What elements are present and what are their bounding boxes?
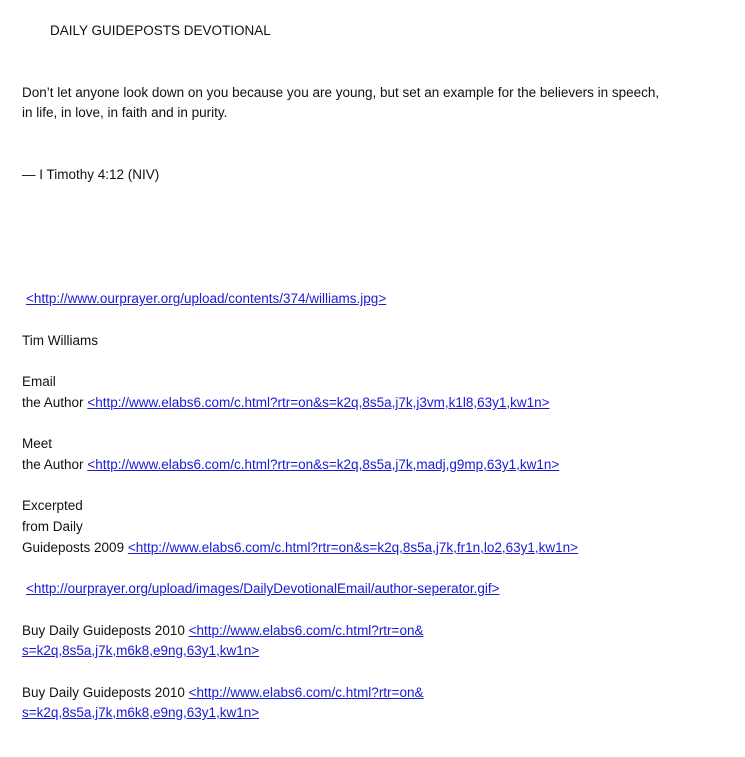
excerpt-line-1: Excerpted xyxy=(22,498,83,513)
buy-label-1: Buy Daily Guideposts 2010 xyxy=(22,623,189,638)
meet-author-row xyxy=(22,454,559,475)
buy-link-2-part-2[interactable]: s=k2q,8s5a,j7k,m6k8,e9ng,63y1,kw1n> xyxy=(22,705,260,720)
meet-label-line-2: the Author xyxy=(22,457,88,472)
separator-image-link[interactable]: <http://ourprayer.org/upload/images/DailyDevotionalEmail/author-seperator.gif> xyxy=(26,581,500,596)
buy-row-2-continued xyxy=(22,702,259,723)
excerpt-row xyxy=(22,537,578,558)
email-author-link[interactable]: <http://www.elabs6.com/c.html?rtr=on&s=k2q,8s5a,j7k,j3vm,k1l8,63y1,kw1n> xyxy=(87,395,550,410)
buy-link-2-part-1[interactable]: <http://www.elabs6.com/c.html?rtr=on& xyxy=(188,685,424,700)
meet-label-line-1: Meet xyxy=(22,436,53,451)
verse-line-2: in life, in love, in faith and in purity. xyxy=(22,105,228,120)
email-author-row xyxy=(22,392,550,413)
author-image-url[interactable]: <http://www.ourprayer.org/upload/contents/374/williams.jpg> xyxy=(26,291,387,306)
verse-reference: — I Timothy 4:12 (NIV) xyxy=(22,167,160,182)
email-label-line-1: Email xyxy=(22,374,56,389)
author-image-link[interactable] xyxy=(26,288,386,309)
author-name: Tim Williams xyxy=(22,333,98,348)
separator-link-row[interactable] xyxy=(26,578,500,599)
buy-link-1-part-2[interactable]: s=k2q,8s5a,j7k,m6k8,e9ng,63y1,kw1n> xyxy=(22,643,260,658)
buy-row-2 xyxy=(22,682,423,703)
excerpt-link[interactable]: <http://www.elabs6.com/c.html?rtr=on&s=k2q,8s5a,j7k,fr1n,lo2,63y1,kw1n> xyxy=(127,540,579,555)
excerpt-line-3: Guideposts 2009 xyxy=(22,540,128,555)
meet-author-link[interactable]: <http://www.elabs6.com/c.html?rtr=on&s=k2q,8s5a,j7k,madj,g9mp,63y1,kw1n> xyxy=(87,457,560,472)
excerpt-line-2: from Daily xyxy=(22,519,83,534)
buy-label-2: Buy Daily Guideposts 2010 xyxy=(22,685,189,700)
buy-row-1-continued xyxy=(22,640,259,661)
buy-link-1-part-1[interactable]: <http://www.elabs6.com/c.html?rtr=on& xyxy=(188,623,424,638)
verse-line-1: Don’t let anyone look down on you because you are young, but set an example for the believers in speech, xyxy=(22,85,660,100)
buy-row-1 xyxy=(22,620,423,641)
page-title: DAILY GUIDEPOSTS DEVOTIONAL xyxy=(50,23,271,38)
email-label-line-2: the Author xyxy=(22,395,88,410)
